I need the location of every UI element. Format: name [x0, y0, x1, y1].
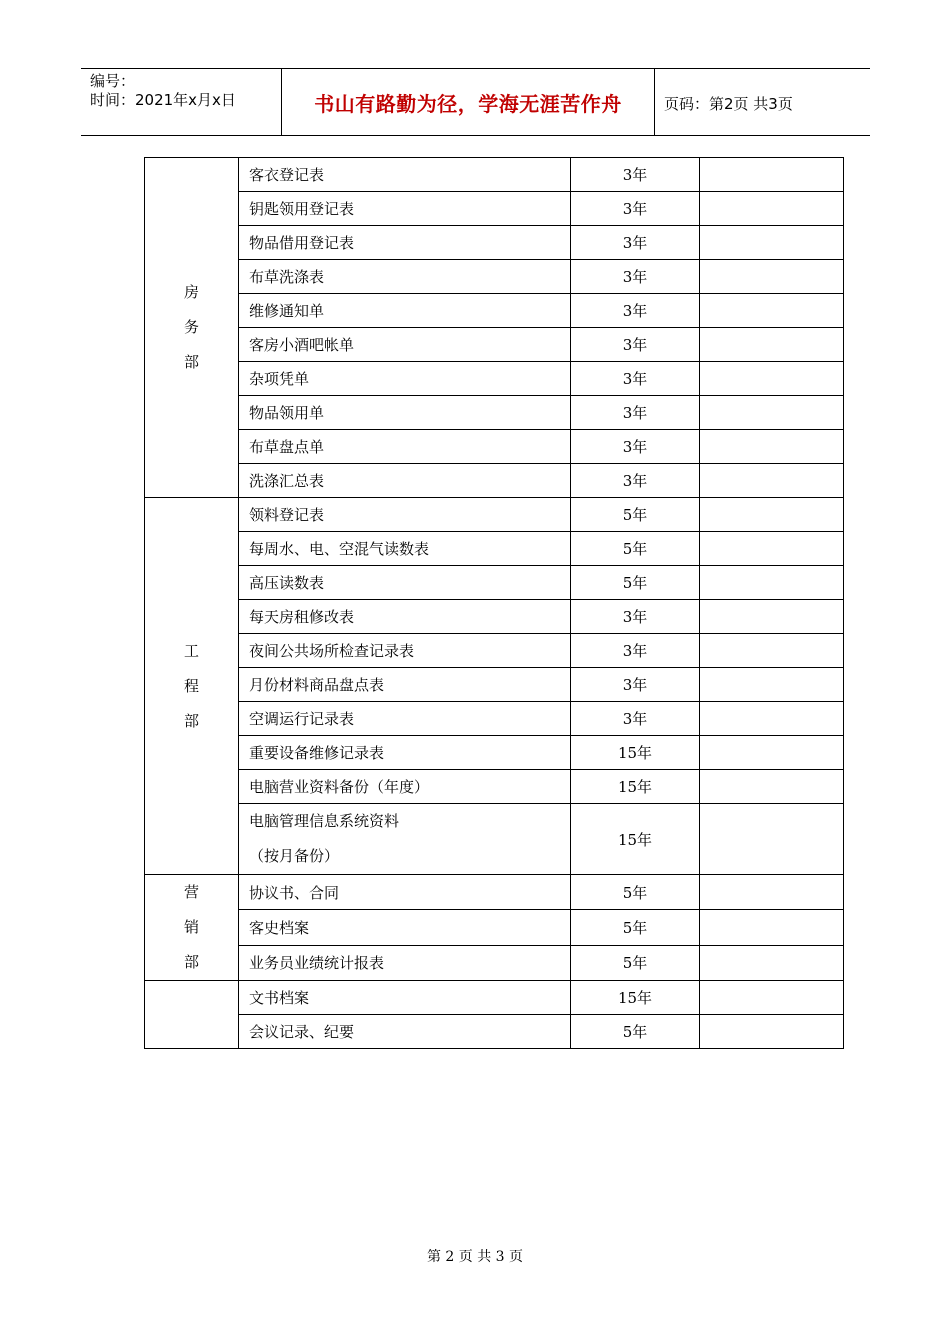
record-name-cell — [239, 396, 571, 430]
note-cell — [700, 981, 844, 1015]
records-body — [145, 158, 844, 1049]
record-name: 电脑营业资料备份（年度） — [249, 778, 430, 796]
record-name: 月份材料商品盘点表 — [249, 676, 385, 694]
record-name-cell — [239, 464, 571, 498]
record-name: 夜间公共场所检查记录表 — [249, 642, 415, 660]
retention-period: 3年 — [571, 260, 700, 294]
record-name: 布草盘点单 — [249, 438, 325, 456]
record-name: 空调运行记录表 — [249, 710, 355, 728]
record-name-cell — [239, 981, 571, 1015]
retention-period: 15年 — [571, 770, 700, 804]
table-row — [145, 981, 844, 1015]
record-name-cell — [239, 328, 571, 362]
record-name: 物品借用登记表 — [249, 234, 355, 252]
table-row — [145, 702, 844, 736]
record-name-cell — [239, 260, 571, 294]
number-label: 编号： — [90, 72, 136, 90]
note-cell — [700, 396, 844, 430]
record-name: 客史档案 — [249, 918, 310, 937]
retention-period: 3年 — [571, 702, 700, 736]
note-cell — [700, 770, 844, 804]
note-cell — [700, 328, 844, 362]
note-cell — [700, 294, 844, 328]
department-char: 销 — [183, 918, 199, 936]
retention-period: 3年 — [571, 464, 700, 498]
table-row — [145, 328, 844, 362]
retention-period: 5年 — [571, 566, 700, 600]
table-row — [145, 566, 844, 600]
department-name — [145, 275, 238, 380]
retention-period: 5年 — [571, 498, 700, 532]
time-label: 时间：2021年x月x日 — [90, 91, 236, 109]
note-cell — [700, 192, 844, 226]
record-name: 协议书、合同 — [249, 883, 340, 902]
department-name — [145, 634, 238, 739]
record-name-cell — [239, 875, 571, 910]
retention-period: 5年 — [571, 875, 700, 910]
retention-period: 3年 — [571, 294, 700, 328]
record-name: 会议记录、纪要 — [249, 1023, 355, 1041]
record-name: 物品领用单 — [249, 404, 325, 422]
record-name-cell — [239, 362, 571, 396]
table-row — [145, 226, 844, 260]
table-row — [145, 192, 844, 226]
department-char: 务 — [183, 318, 199, 336]
table-row — [145, 498, 844, 532]
retention-period: 3年 — [571, 600, 700, 634]
record-name: 重要设备维修记录表 — [249, 744, 385, 762]
record-name-cell — [239, 668, 571, 702]
record-name: 电脑管理信息系统资料 — [249, 812, 400, 830]
note-cell — [700, 532, 844, 566]
retention-period: 15年 — [571, 981, 700, 1015]
department-char: 程 — [183, 676, 199, 695]
record-name: 领料登记表 — [249, 506, 325, 524]
record-name: 业务员业绩统计报表 — [249, 954, 385, 973]
retention-period: 15年 — [571, 804, 700, 875]
record-name: 洗涤汇总表 — [249, 472, 325, 490]
table-row — [145, 396, 844, 430]
note-cell — [700, 464, 844, 498]
table-row — [145, 464, 844, 498]
retention-period: 3年 — [571, 158, 700, 192]
retention-period: 5年 — [571, 910, 700, 945]
note-cell — [700, 226, 844, 260]
retention-period: 5年 — [571, 945, 700, 980]
table-row — [145, 634, 844, 668]
table-row — [145, 945, 844, 980]
record-name-cell — [239, 158, 571, 192]
table-row — [145, 1015, 844, 1049]
retention-period: 3年 — [571, 328, 700, 362]
retention-period: 3年 — [571, 396, 700, 430]
note-cell — [700, 362, 844, 396]
header-meta — [81, 69, 282, 135]
record-name: 布草洗涤表 — [249, 268, 325, 286]
department-char: 营 — [183, 883, 199, 901]
table-row — [145, 158, 844, 192]
record-name: 维修通知单 — [249, 302, 325, 320]
record-name: 钥匙领用登记表 — [249, 200, 355, 218]
record-name-cell — [239, 736, 571, 770]
department-cell — [145, 875, 239, 981]
department-cell — [145, 158, 239, 498]
note-cell — [700, 668, 844, 702]
page-info: 页码：第2页 共3页 — [664, 95, 793, 113]
note-cell — [700, 260, 844, 294]
record-name-cell — [239, 226, 571, 260]
note-cell — [700, 430, 844, 464]
table-row — [145, 910, 844, 945]
table-row — [145, 804, 844, 875]
department-cell — [145, 498, 239, 875]
note-cell — [700, 634, 844, 668]
page-footer: 第 2 页 共 3 页 — [426, 1249, 524, 1265]
record-name-cell — [239, 804, 571, 875]
header-motto-cell — [282, 69, 655, 135]
record-name-cell — [239, 192, 571, 226]
table-row — [145, 532, 844, 566]
table-row — [145, 362, 844, 396]
retention-period: 5年 — [571, 532, 700, 566]
retention-period: 3年 — [571, 634, 700, 668]
note-cell — [700, 804, 844, 875]
record-name: 每周水、电、空混气读数表 — [249, 540, 430, 558]
page-header — [81, 68, 870, 136]
note-cell — [700, 498, 844, 532]
record-name: 杂项凭单 — [249, 370, 310, 388]
record-name: 客衣登记表 — [249, 166, 325, 184]
record-name-cell — [239, 600, 571, 634]
note-cell — [700, 945, 844, 980]
table-row — [145, 260, 844, 294]
record-name-cell — [239, 770, 571, 804]
record-name-line2: （按月备份） — [249, 847, 340, 865]
record-name-cell — [239, 532, 571, 566]
retention-period: 5年 — [571, 1015, 700, 1049]
table-row — [145, 430, 844, 464]
note-cell — [700, 910, 844, 945]
note-cell — [700, 736, 844, 770]
motto-text: 书山有路勤为径，学海无涯苦作舟 — [314, 91, 622, 116]
department-cell — [145, 981, 239, 1049]
record-name-cell — [239, 945, 571, 980]
record-name-cell — [239, 1015, 571, 1049]
record-name-cell — [239, 910, 571, 945]
record-name-cell — [239, 702, 571, 736]
record-name: 文书档案 — [249, 989, 310, 1007]
table-row — [145, 668, 844, 702]
note-cell — [700, 1015, 844, 1049]
retention-period: 3年 — [571, 362, 700, 396]
retention-period: 3年 — [571, 668, 700, 702]
record-name-cell — [239, 498, 571, 532]
record-name-cell — [239, 430, 571, 464]
record-name: 客房小酒吧帐单 — [249, 336, 355, 354]
department-char: 部 — [183, 711, 199, 730]
note-cell — [700, 566, 844, 600]
note-cell — [700, 600, 844, 634]
department-name — [145, 875, 238, 980]
retention-period: 15年 — [571, 736, 700, 770]
retention-period: 3年 — [571, 430, 700, 464]
records-table — [144, 157, 844, 1049]
record-name-cell — [239, 634, 571, 668]
table-row — [145, 736, 844, 770]
department-char: 工 — [183, 641, 199, 660]
table-row — [145, 294, 844, 328]
table-row — [145, 600, 844, 634]
record-name-cell — [239, 566, 571, 600]
retention-period: 3年 — [571, 226, 700, 260]
record-name-cell — [239, 294, 571, 328]
department-char: 部 — [183, 353, 199, 371]
department-char: 房 — [183, 283, 199, 301]
retention-period: 3年 — [571, 192, 700, 226]
table-row — [145, 770, 844, 804]
note-cell — [700, 158, 844, 192]
note-cell — [700, 875, 844, 910]
department-char: 部 — [183, 953, 199, 971]
table-row — [145, 875, 844, 910]
record-name: 高压读数表 — [249, 574, 325, 592]
record-name: 每天房租修改表 — [249, 608, 355, 626]
note-cell — [700, 702, 844, 736]
